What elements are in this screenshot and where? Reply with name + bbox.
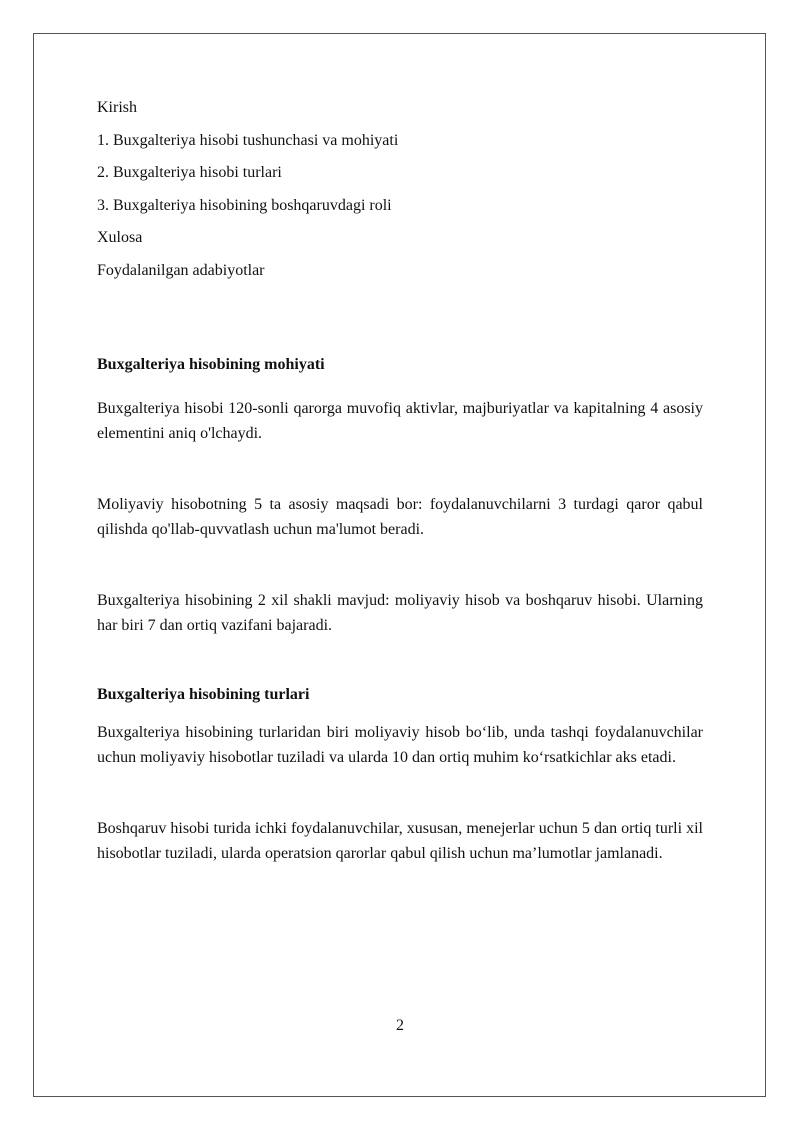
- toc-item-chapter-1: 1. Buxgalteriya hisobi tushunchasi va mohiyati: [97, 131, 399, 149]
- section-heading-types: Buxgalteriya hisobining turlari: [97, 686, 310, 703]
- paragraph: Buxgalteriya hisobi 120-sonli qarorga muvofiq aktivlar, majburiyatlar va kapitalning 4 asosiy elementini aniq o'lchaydi.: [97, 400, 703, 442]
- table-of-contents: [97, 97, 703, 292]
- toc-item-chapter-3: 3. Buxgalteriya hisobining boshqaruvdagi roli: [97, 196, 392, 214]
- paragraph: Moliyaviy hisobotning 5 ta asosiy maqsadi bor: foydalanuvchilarni 3 turdagi qaror qabul qilishda qo'llab-quvvatlash uchun ma'lumot beradi.: [97, 496, 703, 538]
- toc-item-intro: Kirish: [97, 99, 137, 116]
- paragraph: Boshqaruv hisobi turida ichki foydalanuvchilar, xususan, menejerlar uchun 5 dan ortiq turli xil hisobotlar tuziladi, ularda operatsion qarorlar qabul qilish uchun ma’lumotlar jamlanadi.: [97, 820, 703, 862]
- section-heading-essence: Buxgalteriya hisobining mohiyati: [97, 356, 325, 373]
- paragraph: Buxgalteriya hisobining turlaridan biri moliyaviy hisob bo‘lib, unda tashqi foydalanuvchilar uchun moliyaviy hisobotlar tuziladi va ularda 10 dan ortiq muhim ko‘rsatkichlar aks etadi.: [97, 724, 703, 766]
- toc-item-conclusion: Xulosa: [97, 229, 143, 246]
- page-content: [97, 97, 703, 866]
- toc-item-chapter-2: 2. Buxgalteriya hisobi turlari: [97, 164, 282, 181]
- page-number: 2: [396, 1017, 404, 1034]
- paragraph: Buxgalteriya hisobining 2 xil shakli mavjud: moliyaviy hisob va boshqaruv hisobi. Ularning har biri 7 dan ortiq vazifani bajaradi.: [97, 592, 703, 634]
- toc-item-references: Foydalanilgan adabiyotlar: [97, 261, 265, 279]
